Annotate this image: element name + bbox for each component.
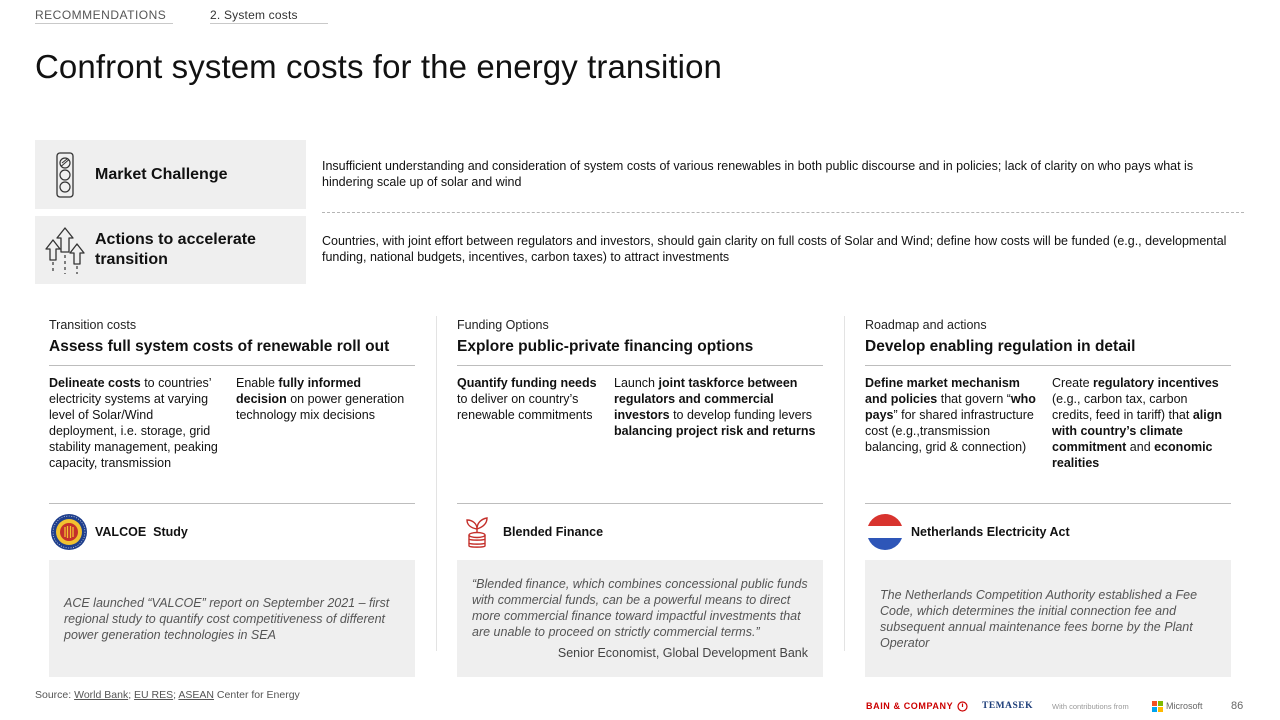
breadcrumb-recommendations: RECOMMENDATIONS [35,8,173,24]
bold-text-run: Define market mechanism and policies [865,376,1020,406]
actions-label: Actions to accelerate transition [95,231,256,268]
column-left-text [49,375,236,503]
microsoft-logo [1152,698,1203,714]
traffic-light-icon [35,145,95,205]
case-study-name: Netherlands Electricity Act [911,525,1070,539]
market-challenge-text: Insufficient understanding and consideration of system costs of various renewables in both public discourse and in policies; lack of clarity on who pays what is hindering scale up of solar and wind [322,159,1194,189]
column-subtitle: Transition costs [49,318,137,332]
quote-attribution: Senior Economist, Global Development Bank [557,646,808,660]
contributions-note: With contributions from [1052,701,1129,711]
bold-text-run: balancing project risk and returns [614,424,816,438]
column-heading: Assess full system costs of renewable roll out [49,337,415,366]
quote-text: The Netherlands Competition Authority established a Fee Code, which determines the initial connection fee and subsequent annual maintenance fees borne by the Plant Operator [880,587,1198,650]
bain-logo [866,698,968,714]
source-prefix: Source: [35,689,75,701]
text-run: (e.g., carbon tax, carbon credits, feed in tariff) that [1052,392,1193,422]
market-challenge-box [35,140,306,209]
actions-box [35,216,306,284]
column-divider [436,316,437,651]
market-challenge-label: Market Challenge [95,165,228,183]
quote-text: “Blended finance, which combines concessional public funds with commercial funds, can be a powerful means to direct more commercial finance toward impactful investments that are unable to proceed on strictly commercial terms.” [472,577,808,639]
bold-text-run: joint taskforce between regulators and commercial investors [614,376,798,422]
source-link-world-bank[interactable]: World Bank [74,689,129,701]
source-sep: ; [173,689,179,701]
breadcrumb-system-costs: 2. System costs [210,8,328,24]
case-study-quote [865,560,1231,677]
column-transition-costs [49,318,415,677]
text-run: Enable [236,376,279,390]
column-left-text [865,375,1052,503]
quote-text: ACE launched “VALCOE” report on September 2021 – first regional study to quantify cost competitiveness of different power generation technologies in SEA [64,595,390,642]
text-run: to deliver on country’s renewable commitments [457,392,593,422]
arrows-up-icon [35,220,95,280]
source-note [35,689,300,701]
text-run: that govern “ [937,392,1011,406]
text-run: Create [1052,376,1093,390]
bold-text-run: economic realities [1052,440,1213,470]
column-roadmap-actions [865,318,1231,677]
page-title: Confront system costs for the energy transition [35,48,723,85]
actions-text: Countries, with joint effort between regulators and investors, should gain clarity on full costs of Solar and Wind; define how costs will be funded (e.g., developmental funding, national budgets, incentives, carbon taxes) to attract investments [322,234,1227,264]
netherlands-flag-icon [865,512,905,552]
case-study-header [865,504,1231,560]
bold-text-run: align with country’s climate commitment [1052,408,1222,454]
source-link-asean[interactable]: ASEAN [178,689,215,701]
bain-logo-text: BAIN & COMPANY [866,701,954,711]
source-link-eu-res[interactable]: EU RES [134,689,174,701]
case-study-header [49,504,415,560]
column-left-text [457,375,614,503]
text-run: ” for shared infrastructure cost (e.g.,transmission balancing, grid & connection) [865,408,1034,454]
case-study-quote [457,560,823,677]
case-study-name: Blended Finance [503,525,604,539]
temasek-logo: TEMASEK [982,701,1034,711]
bold-text-run: Quantify funding needs [457,376,597,390]
text-run: on power generation technology mix decisions [236,392,405,422]
text-run: and [1126,440,1155,454]
column-subtitle: Roadmap and actions [865,318,987,332]
column-right-text [1052,375,1231,503]
column-funding-options [457,318,823,677]
microsoft-logo-text: Microsoft [1166,701,1203,711]
divider [322,212,1244,213]
source-suffix: Center for Energy [214,689,300,701]
bold-text-run: fully informed decision [236,376,362,406]
text-run: to develop funding levers [669,408,813,422]
source-sep: ; [128,689,135,701]
bold-text-run: Delineate costs [49,376,141,390]
text-run: Launch [614,376,659,390]
column-right-text [236,375,415,503]
case-study-header [457,504,823,560]
column-divider [844,316,845,651]
column-heading: Explore public-private financing options [457,337,823,366]
column-subtitle: Funding Options [457,318,549,332]
column-right-text [614,375,823,503]
bold-text-run: who pays [865,392,1036,422]
case-study-quote [49,560,415,677]
text-run: to countries’ electricity systems at varying level of Solar/Wind deployment, i.e. storage, grid stability management, peaking capacity, transmission [49,376,218,470]
plant-coins-icon [457,512,497,552]
case-study-name: VALCOE Study [95,525,188,539]
page-number: 86 [1231,700,1244,712]
bain-mark-icon [957,701,968,712]
asean-energy-seal-icon [49,512,89,552]
column-heading: Develop enabling regulation in detail [865,337,1231,366]
microsoft-grid-icon [1152,701,1163,712]
bold-text-run: regulatory incentives [1093,376,1219,390]
